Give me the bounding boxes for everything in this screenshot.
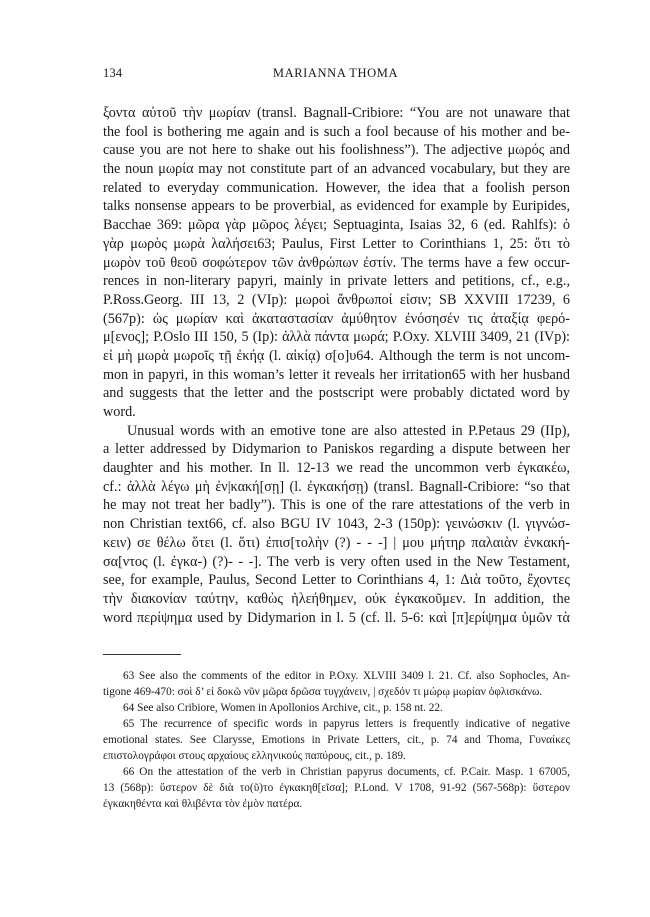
footnote-rule [103, 654, 181, 655]
text-line: mon in papyri, in this woman’s letter it reveals her irritation65 with her husband [103, 366, 570, 383]
text-line: related to everyday communication. However, the idea that a foolish person [103, 179, 570, 196]
footnote-line: 65 The recurrence of specific words in papyrus letters is frequently indicative of negative [123, 718, 570, 730]
text-line: see, for example, Paulus, Second Letter to Corinthians 4, 1: Διὰ τοῦτο, ἔχοντες [103, 572, 570, 589]
text-line: and suggests that the letter and the postscript were probably dictated word by [103, 385, 570, 402]
text-line: γὰρ μωρὸς μωρὰ λαλήσει63; Paulus, First Letter to Corinthians 1, 25: ὅτι τὸ [103, 235, 570, 252]
text-line: Unusual words with an emotive tone are also attested in P.Petaus 29 (IIp), [127, 422, 570, 439]
footnote-line: 66 On the attestation of the verb in Christian papyrus documents, cf. P.Cair. Masp. 1 67005, [123, 766, 570, 778]
footnote-line: 13 (568p): ὕστερον δὲ διὰ το(ῦ)το ἐγκακηθ[εῖσα]; P.Lond. V 1708, 91-92 (567-568p): ὕστερον [103, 782, 570, 794]
footnotes [103, 668, 570, 812]
footnote-line: emotional states. See Clarysse, Emotions in Private Letters, cit., p. 74 and Thoma, Γυναίκες [103, 734, 570, 746]
text-line: μωρὸν τοῦ θεοῦ σοφώτερον τῶν ἀνθρώπων ἐστίν. The terms have a few occur- [103, 254, 570, 271]
text-line: εἰ μὴ μωρὰ μωροῖς τῇ ἐκήᾳ (l. αἰκίᾳ) σ[ο]υ64. Although the term is not uncom- [103, 347, 570, 364]
text-line: the fool is bothering me again and is such a fool because of his mother and be- [103, 123, 570, 140]
text-line: the noun μωρία may not constitute part of an advanced vocabulary, but they are [103, 161, 570, 178]
main-text [103, 104, 570, 627]
text-line: daughter and his mother. In ll. 12-13 we read the uncommon verb ἐγκακέω, [103, 460, 570, 477]
text-line: rences in non-literary papyri, mainly in private letters and petitions, cf., e.g., [103, 273, 570, 290]
text-line: a letter addressed by Didymarion to Paniskos regarding a dispute between her [103, 441, 570, 458]
footnote-line: 64 See also Cribiore, Women in Apollonios Archive, cit., p. 158 nt. 22. [123, 702, 443, 714]
text-line: non Christian text66, cf. also BGU IV 1043, 2-3 (150p): γεινώσκιν (l. γιγνώσ- [103, 516, 570, 533]
text-line: σα[ντος (l. ἐγκα-) (?)- - -]. The verb is very often used in the New Testament, [103, 553, 570, 570]
footnote-line: ἐγκακηθέντα καὶ θλιβέντα τὸν ἐμὸν πατέρα. [103, 798, 303, 810]
text-line: cause you are not here to shake out his foolishness”). The adjective μωρός and [103, 142, 570, 159]
text-line: Bacchae 369: μῶρα γὰρ μῶρος λέγει; Septuaginta, Isaias 32, 6 (ed. Rahlfs): ὁ [103, 217, 570, 234]
text-line: τὴν διακονίαν ταύτην, καθὼς ἠλεήθημεν, οὐκ ἐγκακοῦμεν. In addition, the [103, 590, 570, 607]
text-line: P.Ross.Georg. III 13, 2 (VIp): μωροὶ ἄνθρωποί εἰσιν; SB XXVIII 17239, 6 [103, 291, 570, 308]
text-line: ξοντα αὐτοῦ τὴν μωρίαν (transl. Bagnall-Cribiore: “You are not unaware that [103, 105, 570, 121]
footnote-line: επιστολογράφοι στους αρχαίους ελληνικούς παπύρους, cit., p. 189. [103, 750, 406, 762]
text-line: word. [103, 404, 136, 420]
text-line: κειν) σε θέλω ὅτει (l. ὅτι) ἐπισ[τολὴν (?) - - -] | μου μήτηρ παλαιὰν ἐνκακή- [103, 534, 570, 551]
page-header [103, 66, 568, 82]
running-head: MARIANNA THOMA [272, 66, 399, 80]
text-line: talks nonsense appears to be proverbial, as evidenced for example by Euripides, [103, 198, 570, 215]
text-line: he may not treat her badly”). This is one of the rare attestations of the verb in [103, 497, 570, 514]
text-line: (567p): ὡς μωρίαν καὶ ἀκαταστασίαν ἀμύθητον ἐνόσησέν τις ἀταξίᾳ φερό- [103, 310, 570, 327]
text-line: cf.: ἀλλὰ λέγω μὴ ἐν|κακή[σῃ] (l. ἐγκακήσῃ) (transl. Bagnall-Cribiore: “so that [103, 478, 570, 495]
footnote-line: tigone 469-470: σοὶ δ’ εἰ δοκῶ νῦν μῶρα δρῶσα τυγχάνειν, | σχεδόν τι μώρῳ μωρίαν ὀφλισκάνω. [103, 686, 543, 698]
text-line: word περίψημα used by Didymarion in l. 5 (cf. ll. 5-6: καὶ [π]ερίψημα ὑμῶν τὰ [103, 609, 570, 626]
page-number: 134 [103, 66, 123, 80]
text-line: μ[ενος]; P.Oslo III 150, 5 (Ip): ἀλλὰ πάντα μωρά; P.Oxy. XLVIII 3409, 21 (IVp): [103, 329, 570, 346]
footnote-line: 63 See also the comments of the editor in P.Oxy. XLVIII 3409 l. 21. Cf. also Sophocles, An- [123, 670, 570, 682]
